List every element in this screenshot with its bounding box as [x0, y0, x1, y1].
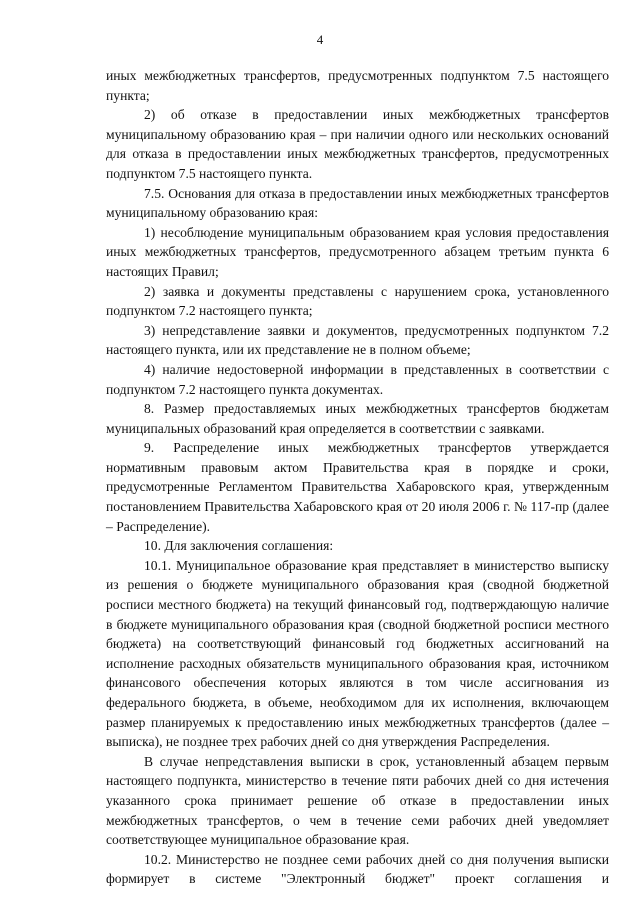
- page-number: 4: [316, 32, 324, 47]
- paragraph-9-distribution: 9. Распределение иных межбюджетных трансфертов утверждается нормативным правовым актом Правительства края в порядке и сроки, предусмотренные Регламентом Правительства Хабаровского края, утвержденным постановлением Правительства Хабаровского края от 20 июля 2006 г. № 117-пр (далее – Распределение).: [106, 440, 609, 534]
- paragraph-10-2-draft-agreement: 10.2. Министерство не позднее семи рабочих дней со дня получения выписки формирует в системе "Электронный бюджет" проект соглашения и: [106, 851, 609, 887]
- document-body: [106, 66, 609, 889]
- paragraph-10-agreement: 10. Для заключения соглашения:: [144, 538, 334, 554]
- paragraph-continuation: иных межбюджетных трансфертов, предусмотренных подпунктом 7.5 настоящего пункта;: [106, 68, 609, 103]
- paragraph-ground-1: 1) несоблюдение муниципальным образованием края условия предоставления иных межбюджетных трансфертов, предусмотренного абзацем третьим пункта 6 настоящих Правил;: [106, 224, 609, 279]
- paragraph-ground-2: 2) заявка и документы представлены с нарушением срока, установленного подпунктом 7.2 настоящего пункта;: [106, 283, 609, 319]
- paragraph-10-1-extract: 10.1. Муниципальное образование края представляет в министерство выписку из решения о бюджете муниципального образования края (сводной бюджетной росписи местного бюджета) на текущий финансовый год, подтверждающую наличие в бюджете муниципального образования края (сводной бюджетной росписи местного бюджета) на соответствующий финансовый год бюджетных ассигнований на исполнение расходных обязательств муниципального образования края, источником финансового обеспечения которых являются в том числе ассигнования из федерального бюджета, в объеме, необходимом для их исполнения, включающем размер планируемых к предоставлению иных межбюджетных трансфертов (далее – выписка), не позднее трех рабочих дней со дня утверждения Распределения.: [106, 557, 609, 750]
- paragraph-ground-3: 3) непредставление заявки и документов, предусмотренных подпунктом 7.2 настоящего пункта, или их представление не в полном объеме;: [106, 322, 609, 358]
- paragraph-8-transfer-amount: 8. Размер предоставляемых иных межбюджетных трансфертов бюджетам муниципальных образований края определяется в соответствии с заявками.: [106, 401, 609, 436]
- paragraph-item-2-refusal-decision: 2) об отказе в предоставлении иных межбюджетных трансфертов муниципальному образованию края – при наличии одного или нескольких оснований для отказа в предоставлении иных межбюджетных трансфертов, предусмотренных подпунктом 7.5 настоящего пункта.: [106, 107, 609, 181]
- paragraph-ground-4: 4) наличие недостоверной информации в представленных в соответствии с подпунктом 7.2 настоящего пункта документах.: [106, 361, 609, 397]
- paragraph-7-5-refusal-grounds: 7.5. Основания для отказа в предоставлении иных межбюджетных трансфертов муниципальному образованию края:: [106, 185, 609, 221]
- paragraph-10-1-non-submission: В случае непредставления выписки в срок, установленный абзацем первым настоящего подпункта, министерство в течение пяти рабочих дней со дня истечения указанного срока принимает решение об отказе в предоставлении иных межбюджетных трансфертов, о чем в течение семи рабочих дней уведомляет соответствующее муниципальное образование края.: [106, 753, 609, 848]
